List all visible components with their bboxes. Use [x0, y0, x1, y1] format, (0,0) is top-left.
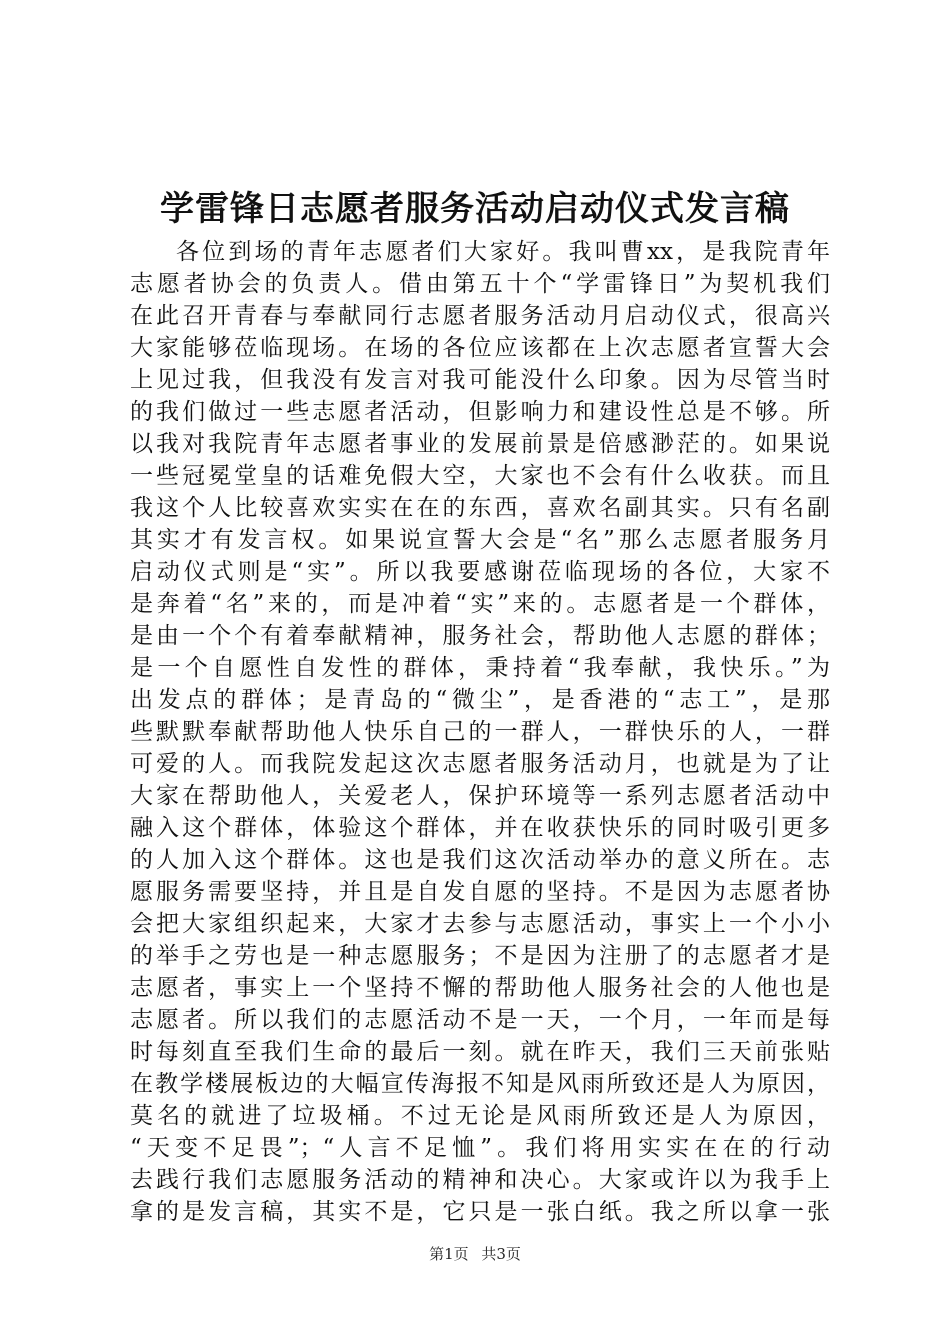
body-line: 各位到场的青年志愿者们大家好。我叫曹xx，是我院青年 — [176, 239, 830, 265]
body-line: 是奔着“名”来的，而是冲着“实”来的。志愿者是一个群体， — [130, 591, 830, 617]
body-line: 时每刻直至我们生命的最后一刻。就在昨天，我们三天前张贴 — [130, 1039, 830, 1065]
body-line: 我这个人比较喜欢实实在在的东西，喜欢名副其实。只有名副 — [130, 495, 830, 521]
body-line: 上见过我，但我没有发言对我可能没什么印象。因为尽管当时 — [130, 367, 830, 393]
body-line: 是由一个个有着奉献精神，服务社会，帮助他人志愿的群体； — [130, 623, 830, 649]
page-footer — [0, 1244, 950, 1264]
body-line: 的我们做过一些志愿者活动，但影响力和建设性总是不够。所 — [130, 399, 830, 425]
page-number: 第1页 — [429, 1245, 469, 1263]
document-title: 学雷锋日志愿者服务活动启动仪式发言稿 — [160, 189, 790, 229]
body-line: 可爱的人。而我院发起这次志愿者服务活动月，也就是为了让 — [130, 751, 830, 777]
body-line: 愿服务需要坚持，并且是自发自愿的坚持。不是因为志愿者协 — [130, 879, 830, 905]
body-line: 在此召开青春与奉献同行志愿者服务活动月启动仪式，很高兴 — [130, 303, 830, 329]
body-line: 志愿者，事实上一个坚持不懈的帮助他人服务社会的人他也是 — [130, 975, 830, 1001]
body-line: 去践行我们志愿服务活动的精神和决心。大家或许以为我手上 — [130, 1167, 830, 1193]
body-line: 以我对我院青年志愿者事业的发展前景是倍感渺茫的。如果说 — [130, 431, 830, 457]
body-line: 在教学楼展板边的大幅宣传海报不知是风雨所致还是人为原因， — [130, 1071, 830, 1097]
body-line: 出发点的群体；是青岛的“微尘”，是香港的“志工”，是那 — [130, 687, 830, 713]
body-line: 大家能够莅临现场。在场的各位应该都在上次志愿者宣誓大会 — [130, 335, 830, 361]
body-line: “天变不足畏”；“人言不足恤”。我们将用实实在在的行动 — [130, 1135, 830, 1161]
body-line: 一些冠冕堂皇的话难免假大空，大家也不会有什么收获。而且 — [130, 463, 830, 489]
body-line: 大家在帮助他人，关爱老人，保护环境等一系列志愿者活动中 — [130, 783, 830, 809]
body-line: 志愿者协会的负责人。借由第五十个“学雷锋日”为契机我们 — [130, 271, 830, 297]
body-line: 莫名的就进了垃圾桶。不过无论是风雨所致还是人为原因， — [130, 1103, 830, 1129]
body-line: 其实才有发言权。如果说宣誓大会是“名”那么志愿者服务月 — [130, 527, 830, 553]
body-line: 融入这个群体，体验这个群体，并在收获快乐的同时吸引更多 — [130, 815, 830, 841]
body-line: 是一个自愿性自发性的群体，秉持着“我奉献，我快乐。”为 — [130, 655, 830, 681]
body-line: 拿的是发言稿，其实不是，它只是一张白纸。我之所以拿一张 — [130, 1199, 830, 1225]
document-body — [130, 236, 830, 1228]
body-line: 的举手之劳也是一种志愿服务；不是因为注册了的志愿者才是 — [130, 943, 830, 969]
body-line: 些默默奉献帮助他人快乐自己的一群人，一群快乐的人，一群 — [130, 719, 830, 745]
body-line: 的人加入这个群体。这也是我们这次活动举办的意义所在。志 — [130, 847, 830, 873]
body-line: 会把大家组织起来，大家才去参与志愿活动，事实上一个小小 — [130, 911, 830, 937]
body-line: 志愿者。所以我们的志愿活动不是一天，一个月，一年而是每 — [130, 1007, 830, 1033]
body-line: 启动仪式则是“实”。所以我要感谢莅临现场的各位，大家不 — [130, 559, 830, 585]
page-total: 共3页 — [481, 1245, 521, 1263]
